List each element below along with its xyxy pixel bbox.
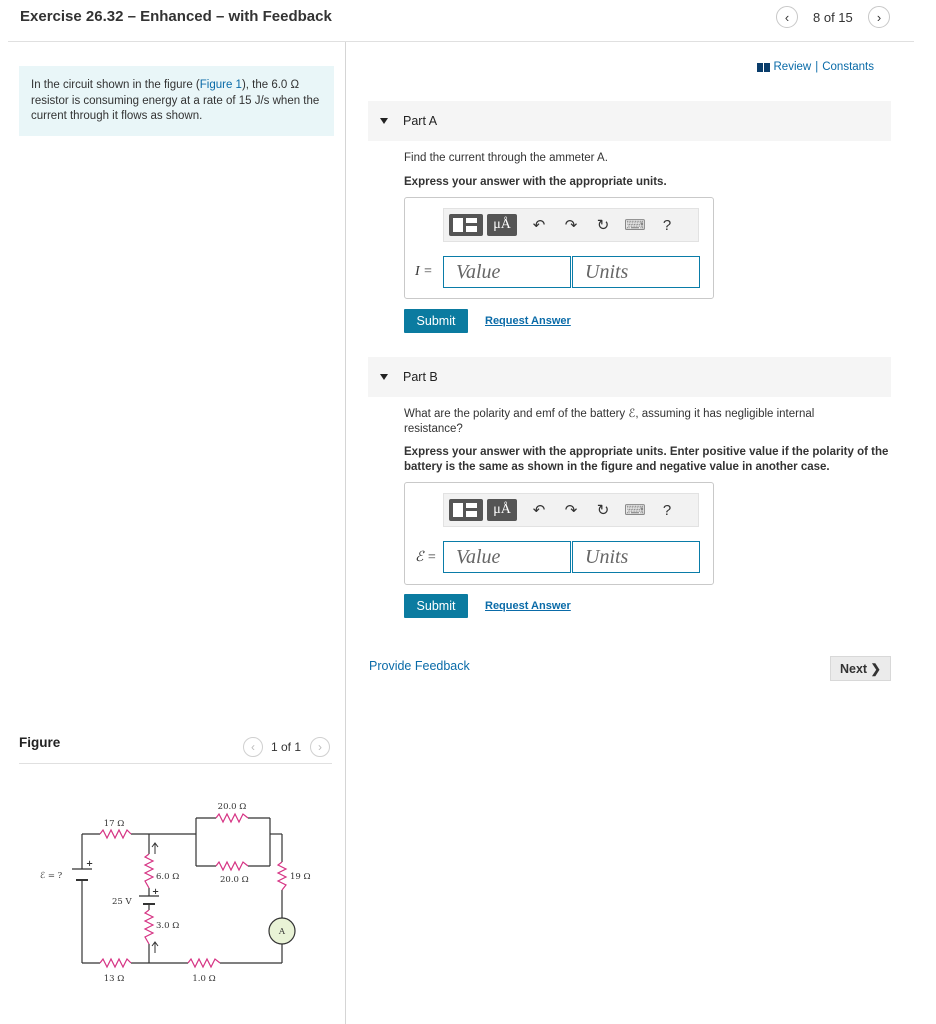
answer-label: I = (415, 264, 433, 279)
prev-exercise-button[interactable] (776, 6, 798, 28)
units-input[interactable]: Units (572, 256, 700, 288)
math-toolbar (443, 493, 699, 527)
part-b-submit-button[interactable]: Submit (404, 594, 468, 618)
provide-feedback-link[interactable]: Provide Feedback (369, 659, 470, 673)
undo-icon[interactable]: ↶ (532, 217, 546, 234)
chevron-left-icon: ‹ (784, 9, 790, 25)
r17-label: 17 Ω (103, 819, 125, 829)
ammeter-label: A (278, 927, 286, 937)
part-a-submit-button[interactable]: Submit (404, 309, 468, 333)
value-input[interactable]: Value (443, 256, 571, 288)
figure-link[interactable]: Figure 1 (199, 79, 242, 91)
exercise-pager: 8 of 15 (813, 10, 853, 25)
units-button[interactable]: μÅ (487, 214, 517, 236)
part-a-question: Find the current through the ammeter A. (404, 152, 608, 164)
column-divider (345, 42, 346, 1024)
part-a-instruction: Express your answer with the appropriate units. (404, 176, 667, 188)
collapse-triangle-icon (380, 374, 388, 380)
reset-icon[interactable]: ↻ (596, 217, 610, 234)
intro-text: In the circuit shown in the figure ( (31, 79, 200, 91)
intro-text-rest: ), the 6.0 Ω resistor is consuming energy at a rate of 15 J/s when the current through it flows as shown. (31, 79, 320, 122)
r13-label: 13 Ω (103, 974, 125, 984)
keyboard-icon[interactable]: ⌨ (624, 217, 646, 234)
math-toolbar (443, 208, 699, 242)
plus-sign-1: + (86, 859, 94, 869)
review-link[interactable]: Review (773, 61, 812, 73)
chevron-right-icon: › (876, 9, 882, 25)
chevron-left-icon: ‹ (251, 740, 255, 754)
part-a-answer-box (404, 197, 714, 299)
undo-icon[interactable]: ↶ (532, 502, 546, 519)
answer-label: ℰ = (415, 550, 437, 565)
r20a-label: 20.0 Ω (217, 802, 247, 812)
figure-prev-button[interactable] (243, 737, 263, 757)
part-b-answer-box (404, 482, 714, 585)
circuit-diagram (0, 790, 345, 990)
redo-icon[interactable]: ↷ (564, 502, 578, 519)
next-button[interactable]: Next ❯ (830, 656, 891, 681)
r1-label: 1.0 Ω (192, 974, 216, 984)
units-button[interactable]: μÅ (487, 499, 517, 521)
r20b-label: 20.0 Ω (220, 875, 249, 885)
book-icon (757, 63, 770, 72)
header-divider (8, 41, 914, 42)
part-b-title: Part B (403, 370, 438, 384)
next-exercise-button[interactable] (868, 6, 890, 28)
help-icon[interactable]: ? (662, 216, 672, 234)
collapse-triangle-icon (380, 118, 388, 124)
figure-title: Figure (19, 735, 61, 750)
part-b-instruction: Express your answer with the appropriate units. Enter positive value if the polarity of the battery is the same as shown in the figure and negative value in another case. (404, 446, 889, 473)
figure-divider (19, 763, 332, 764)
part-a-title: Part A (403, 114, 438, 128)
templates-button[interactable] (449, 214, 483, 236)
review-constants (757, 61, 875, 73)
chevron-right-icon: › (318, 740, 322, 754)
figure-pager: 1 of 1 (271, 740, 302, 754)
emf-label: ℰ = ? (40, 871, 63, 881)
constants-link[interactable]: Constants (822, 61, 874, 73)
r3-label: 3.0 Ω (156, 921, 180, 931)
r19-label: 19 Ω (290, 872, 311, 882)
part-b-request-answer-link[interactable]: Request Answer (485, 600, 571, 612)
separator: | (815, 61, 819, 73)
units-input[interactable]: Units (572, 541, 700, 573)
templates-button[interactable] (449, 499, 483, 521)
help-icon[interactable]: ? (662, 501, 672, 519)
page-title: Exercise 26.32 – Enhanced – with Feedback (20, 8, 332, 25)
plus-sign-2: + (152, 887, 160, 897)
problem-statement (19, 66, 334, 136)
v25-label: 25 V (112, 897, 132, 907)
keyboard-icon[interactable]: ⌨ (624, 502, 646, 519)
figure-next-button[interactable] (310, 737, 330, 757)
part-b-question: What are the polarity and emf of the battery ℰ, assuming it has negligible internal resistance? (404, 408, 815, 435)
part-b-header[interactable] (368, 357, 891, 397)
r6-label: 6.0 Ω (156, 872, 180, 882)
part-a-request-answer-link[interactable]: Request Answer (485, 315, 571, 327)
reset-icon[interactable]: ↻ (596, 502, 610, 519)
value-input[interactable]: Value (443, 541, 571, 573)
redo-icon[interactable]: ↷ (564, 217, 578, 234)
part-a-header[interactable] (368, 101, 891, 141)
